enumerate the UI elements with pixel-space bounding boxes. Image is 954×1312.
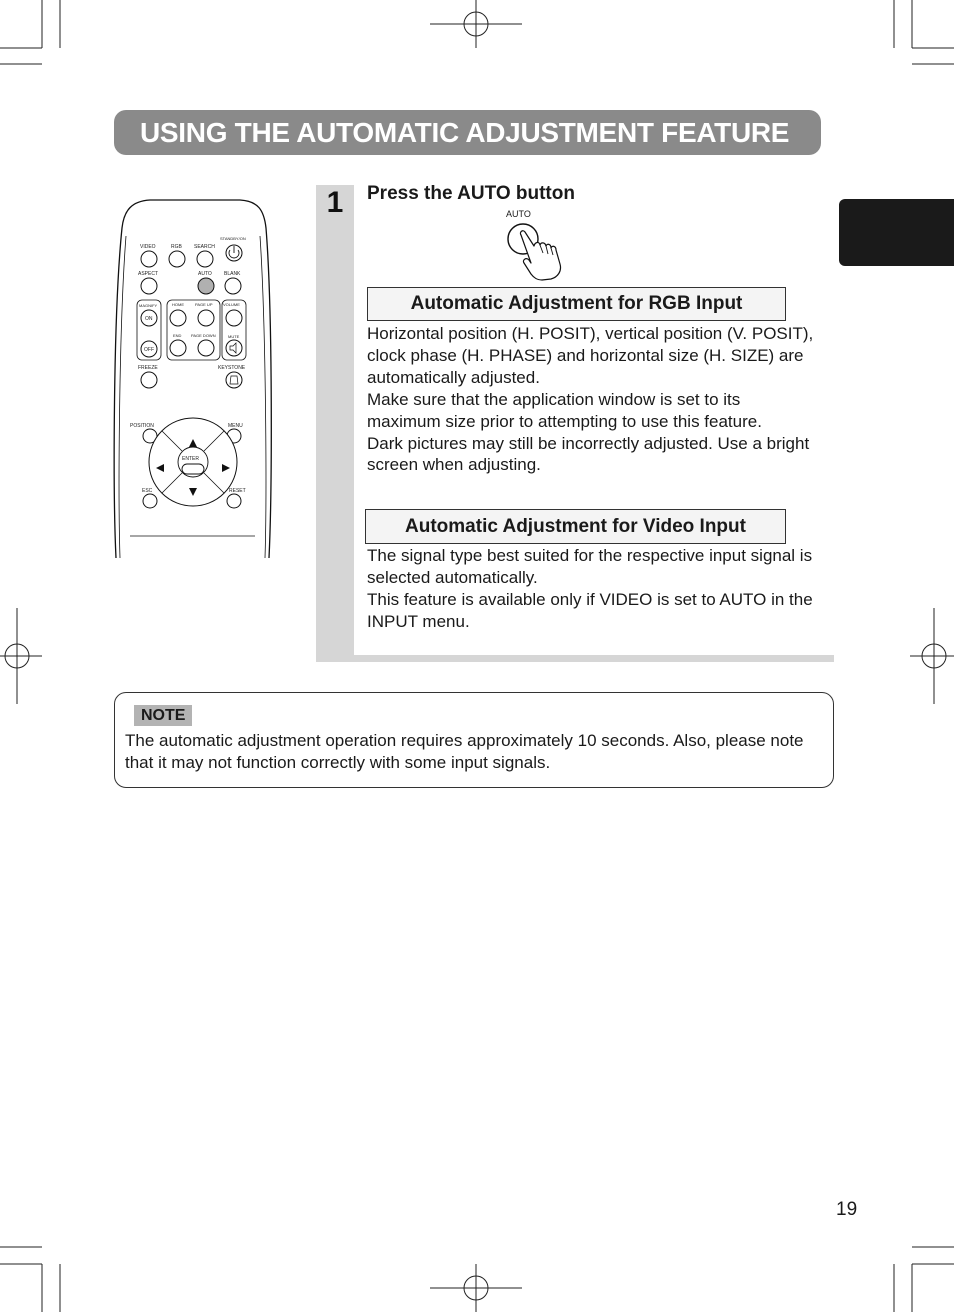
remote-label-auto: AUTO [198,271,212,277]
remote-label-rgb: RGB [171,244,182,250]
remote-label-search: SEARCH [194,244,215,250]
note-label: NOTE [134,705,192,726]
remote-control-illustration [110,196,275,561]
page-title: USING THE AUTOMATIC ADJUSTMENT FEATURE [140,116,790,148]
remote-label-mute: MUTE [228,334,240,339]
video-paragraph: This feature is available only if VIDEO is set to AUTO in the INPUT menu. [367,589,813,631]
step-panel-bottom-rule [316,655,834,662]
hand-pointer-icon [520,231,560,280]
remote-aspect-button [141,278,157,294]
rgb-section-heading: Automatic Adjustment for RGB Input [367,287,786,321]
remote-label-keystone: KEYSTONE [218,365,246,371]
remote-label-menu: MENU [228,423,243,429]
remote-label-video: VIDEO [140,244,156,250]
remote-video-button [141,251,157,267]
remote-label-off: OFF [144,347,154,353]
page-number: 19 [836,1199,858,1220]
remote-search-button [197,251,213,267]
remote-keystone-button [226,372,242,388]
remote-label-esc: ESC [142,488,153,494]
remote-label-volume: VOLUME [223,302,240,307]
rgb-paragraph: Horizontal position (H. POSIT), vertical position (V. POSIT), clock phase (H. PHASE) and horizontal size (H. SIZE) are automatically adjusted. [367,324,814,387]
remote-label-on: ON [145,316,153,322]
remote-label-home: HOME [172,302,184,307]
title-bar [114,110,821,155]
remote-page-down-button [198,340,214,356]
rgb-paragraph: Make sure that the application window is set to its maximum size prior to attempting to use this feature. [367,389,762,431]
video-paragraph: The signal type best suited for the respective input signal is selected automatically. [367,546,813,587]
remote-blank-button [225,278,241,294]
video-section-body [367,545,817,633]
remote-label-page-up: PAGE UP [195,302,213,307]
auto-button-caption: AUTO [506,209,531,219]
remote-label-aspect: ASPECT [138,271,159,277]
remote-esc-button [143,494,157,508]
remote-rgb-button [169,251,185,267]
remote-auto-button [198,278,214,294]
section-tab [839,199,954,266]
remote-enter-button [182,464,204,474]
remote-label-enter: ENTER [182,456,199,462]
note-text: The automatic adjustment operation requires approximately 10 seconds. Also, please note that it may not function correctly with some input signals. [125,731,804,772]
rgb-section-body [367,323,817,476]
remote-volume-button [226,310,242,326]
remote-label-blank: BLANK [224,271,241,277]
remote-page-up-button [198,310,214,326]
remote-label-magnify: MAGNIFY [139,303,158,308]
remote-label-standby: STANDBY/ON [220,236,246,241]
rgb-paragraph: Dark pictures may still be incorrectly adjusted. Use a bright screen when adjusting. [367,433,810,475]
remote-label-freeze: FREEZE [138,365,158,371]
step-panel-column [316,185,354,662]
remote-label-position: POSITION [130,423,154,429]
remote-end-button [170,340,186,356]
video-section-heading: Automatic Adjustment for Video Input [365,509,786,544]
remote-label-page-down: PAGE DOWN [191,333,216,338]
hand-pressing-button-illustration [502,218,570,282]
remote-home-button [170,310,186,326]
remote-reset-button [227,494,241,508]
remote-freeze-button [141,372,157,388]
step-number: 1 [326,186,344,219]
remote-label-reset: RESET [229,488,246,494]
step-title: Press the AUTO button [367,183,575,204]
remote-label-end: END [173,333,182,338]
remote-mute-button [226,340,242,356]
